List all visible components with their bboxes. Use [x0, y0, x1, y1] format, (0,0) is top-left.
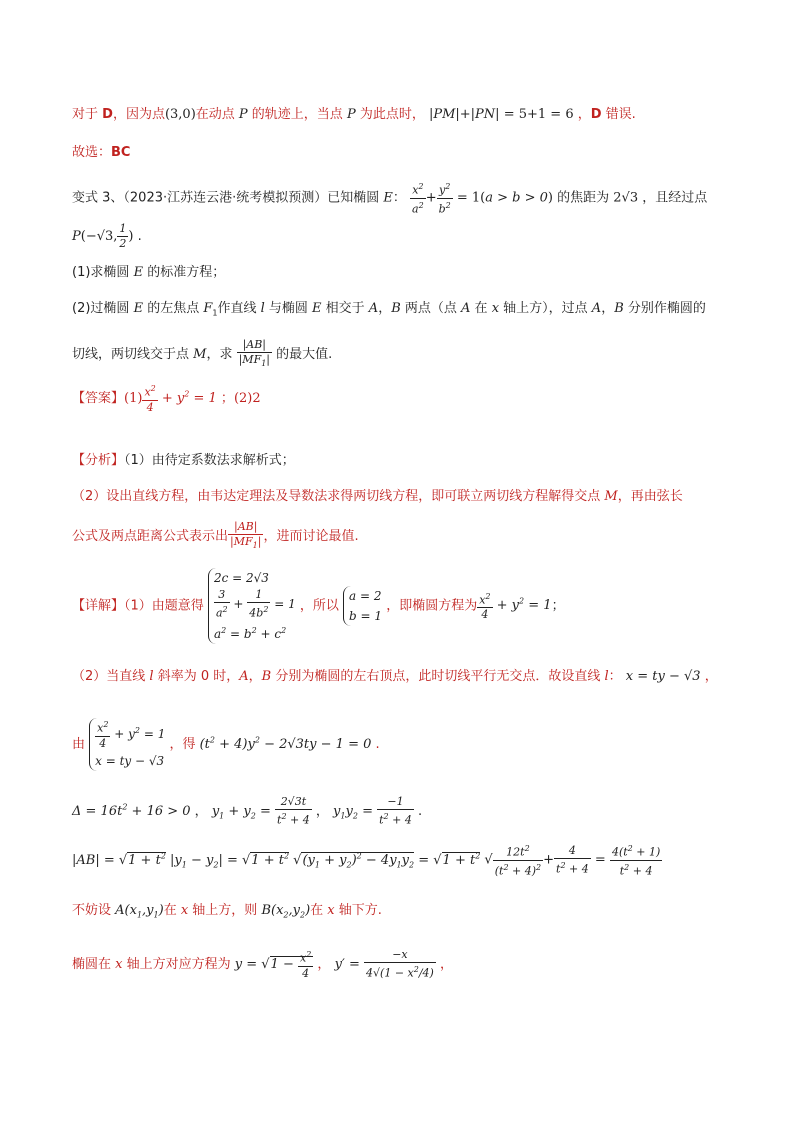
detail-part-1: 【详解】（1）由题意得 2c = 2√3 $\frac{3}{a^2}$ + $\frac{1}{4b^2}$ = 1 $a^2 = b^2 + c^2$ ，所以 a = 2 b = 1 ，即椭圆方程为 $\frac{x^2}{4}$ + $y^2 = 1$； [72, 568, 565, 644]
detail-chord-length: $|AB| = √1 + t^2$ $|y_1 - y_2| = √1 + t^2$ $√(y_1 + y_2)^2 - 4y_1y_2 = √1 + t^2$ √ $\frac{12t^2}{(t^2 + 4)^2}$ + $\frac{4}{t^2 + 4}$ = $\frac{4(t^2 + 1)}{t^2 + 4}$ [72, 843, 661, 878]
answer-line: 【答案】(1) $\frac{x^2}{4}$ + $y^2 = 1$ ；(2)2 [72, 384, 261, 414]
detail-part-2-intro: （2）当直线 l 斜率为 0 时，A，B 分别为椭圆的左右顶点，此时切线平行无交点．故设直线 l： x = ty − √3 ， [72, 669, 718, 684]
analysis-line-2: （2）设出直线方程，由韦达定理法及导数法求得两切线方程，即可联立两切线方程解得交点 M，再由弦长 [72, 489, 683, 504]
question-2-cont: 切线，两切线交于点 M，求 $\frac{|AB|}{|MF_1|}$ 的最大值. [72, 338, 333, 369]
analysis-line-1: 【分析】（1）由待定系数法求解析式； [72, 453, 295, 468]
line-option-d: 对于 D，因为点(3,0)在动点 P 的轨迹上，当点 P 为此点时， |PM|+|PN| = 5+1 = 6 ，D 错误. [72, 107, 636, 122]
question-1: (1)求椭圆 E 的标准方程； [72, 265, 226, 280]
detail-vieta: $\Delta = 16t^2 + 16 > 0$ ， $y_1 + y_2$ = $\frac{2√3t}{t^2 + 4}$ ， $y_1y_2$ = $\frac{-1}{t^2 + 4}$ . [72, 795, 423, 827]
question-2: (2)过椭圆 E 的左焦点 $F_1$作直线 l 与椭圆 E 相交于 A，B 两点（点 A 在 x 轴上方），过点 A，B 分别作椭圆的 [72, 301, 706, 318]
point-p: P(−√3, $\frac{1}{2}$ ) . [72, 222, 142, 250]
variant-problem-statement: 变式 3、（2023·江苏连云港·统考模拟预测）已知椭圆 E： $\frac{x^2}{a^2}$ + $\frac{y^2}{b^2}$ = 1(a > b > 0) 的焦距为 2√3 ，且经过点 [72, 182, 708, 216]
detail-assumption: 不妨设 $A(x_1,y_1)$在 x 轴上方，则 $B(x_2,y_2)$在 x 轴下方. [72, 903, 382, 920]
answer-choice: 故选：BC [72, 145, 131, 160]
analysis-line-3: 公式及两点距离公式表示出 $\frac{|AB|}{|MF_1|}$ ，进而讨论最值. [72, 520, 359, 551]
detail-system: 由 $\frac{x^2}{4}$ + $y^2 = 1$ x = ty − √3 ，得 $(t^2 + 4)y^2 - 2√3ty - 1 = 0$ . [72, 718, 380, 771]
detail-derivative: 椭圆在 x 轴上方对应方程为 y = √1 − $\frac{x^2}{4}$ ， y′ = $\frac{-x}{4√(1 - x^2/4)}$ ， [72, 948, 453, 980]
